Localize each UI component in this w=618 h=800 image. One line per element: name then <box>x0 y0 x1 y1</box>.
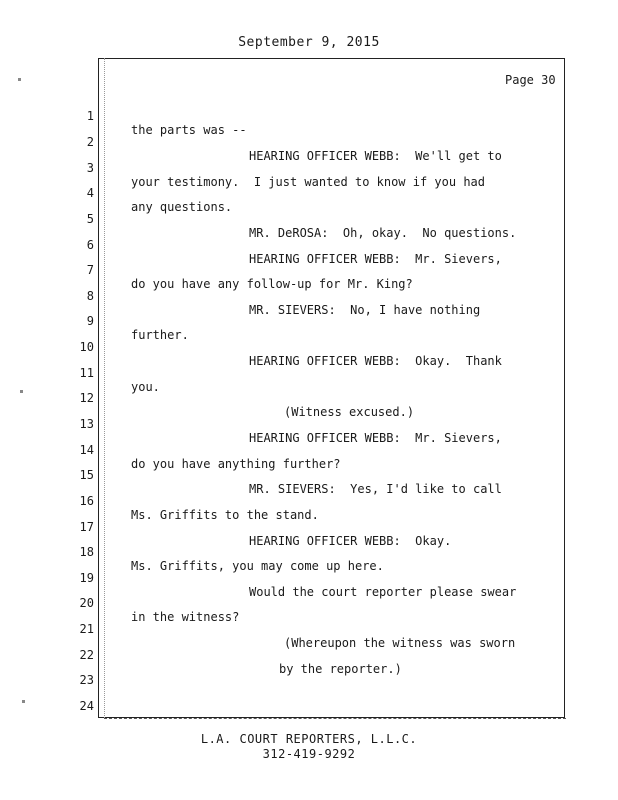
line-text: HEARING OFFICER WEBB: Mr. Sievers, <box>249 252 502 266</box>
line-text: HEARING OFFICER WEBB: Mr. Sievers, <box>249 431 502 445</box>
transcript-line <box>0 531 618 573</box>
transcript-date: September 9, 2015 <box>238 35 380 50</box>
line-number: 24 <box>79 699 94 713</box>
line-text: HEARING OFFICER WEBB: We'll get to <box>249 149 502 163</box>
line-text: HEARING OFFICER WEBB: Okay. Thank <box>249 354 502 368</box>
line-number: 20 <box>79 596 94 610</box>
line-number: 22 <box>79 648 94 662</box>
line-number: 8 <box>86 289 94 303</box>
transcript-line <box>0 557 618 599</box>
transcript-line <box>0 275 618 317</box>
line-number: 18 <box>79 545 94 559</box>
scan-speck <box>20 390 23 393</box>
line-text: Would the court reporter please swear <box>249 585 517 599</box>
line-number: 11 <box>79 366 94 380</box>
line-number: 10 <box>79 340 94 354</box>
line-number: 21 <box>79 622 94 636</box>
scan-speck <box>22 700 25 703</box>
line-text: HEARING OFFICER WEBB: Okay. <box>249 534 452 548</box>
line-text: your testimony. I just wanted to know if you had <box>131 175 486 189</box>
transcript-line <box>0 224 618 266</box>
line-number: 9 <box>86 314 94 328</box>
transcript-line <box>0 582 618 624</box>
transcript-line <box>0 454 618 496</box>
line-text: (Whereupon the witness was sworn <box>284 636 516 650</box>
transcript-line <box>0 634 618 676</box>
transcript-line <box>0 249 618 291</box>
transcript-line <box>0 429 618 471</box>
transcript-line <box>0 147 618 189</box>
scan-speck <box>18 78 21 81</box>
transcript-line <box>0 300 618 342</box>
line-number: 15 <box>79 468 94 482</box>
transcript-line <box>0 480 618 522</box>
line-text: do you have anything further? <box>131 457 341 471</box>
line-number: 6 <box>86 238 94 252</box>
line-text: Ms. Griffits, you may come up here. <box>131 559 384 573</box>
line-text: (Witness excused.) <box>284 405 415 419</box>
footer-company: L.A. COURT REPORTERS, L.L.C. <box>200 732 418 746</box>
transcript-line <box>0 172 618 214</box>
line-text: do you have any follow-up for Mr. King? <box>131 277 413 291</box>
line-number: 13 <box>79 417 94 431</box>
line-number: 5 <box>86 212 94 226</box>
transcript-line <box>0 659 618 687</box>
line-number: 1 <box>86 109 94 123</box>
line-number: 19 <box>79 571 94 585</box>
transcript-line <box>0 326 618 368</box>
page-number: Page 30 <box>505 73 556 87</box>
transcript-line <box>0 95 618 137</box>
line-number: 2 <box>86 135 94 149</box>
line-number: 14 <box>79 443 94 457</box>
line-number: 7 <box>86 263 94 277</box>
line-text: by the reporter.) <box>279 662 402 676</box>
line-text: further. <box>131 328 189 342</box>
line-number: 17 <box>79 520 94 534</box>
transcript-line <box>0 377 618 419</box>
transcript-line <box>0 608 618 650</box>
line-number: 16 <box>79 494 94 508</box>
transcript-line <box>0 685 618 713</box>
line-text: Ms. Griffits to the stand. <box>131 508 319 522</box>
line-text: you. <box>131 380 160 394</box>
transcript-line <box>0 403 618 445</box>
line-number: 23 <box>79 673 94 687</box>
line-text: in the witness? <box>131 610 240 624</box>
line-text: MR. DeROSA: Oh, okay. No questions. <box>249 226 517 240</box>
line-text: MR. SIEVERS: No, I have nothing <box>249 303 481 317</box>
line-number: 3 <box>86 161 94 175</box>
line-text: any questions. <box>131 200 233 214</box>
transcript-line <box>0 121 618 163</box>
footer-phone: 312-419-9292 <box>262 747 356 761</box>
transcript-line <box>0 198 618 240</box>
transcript-line <box>0 352 618 394</box>
line-text: MR. SIEVERS: Yes, I'd like to call <box>249 482 502 496</box>
transcript-line <box>0 506 618 548</box>
line-number: 12 <box>79 391 94 405</box>
line-text: the parts was -- <box>131 123 247 137</box>
line-number: 4 <box>86 186 94 200</box>
